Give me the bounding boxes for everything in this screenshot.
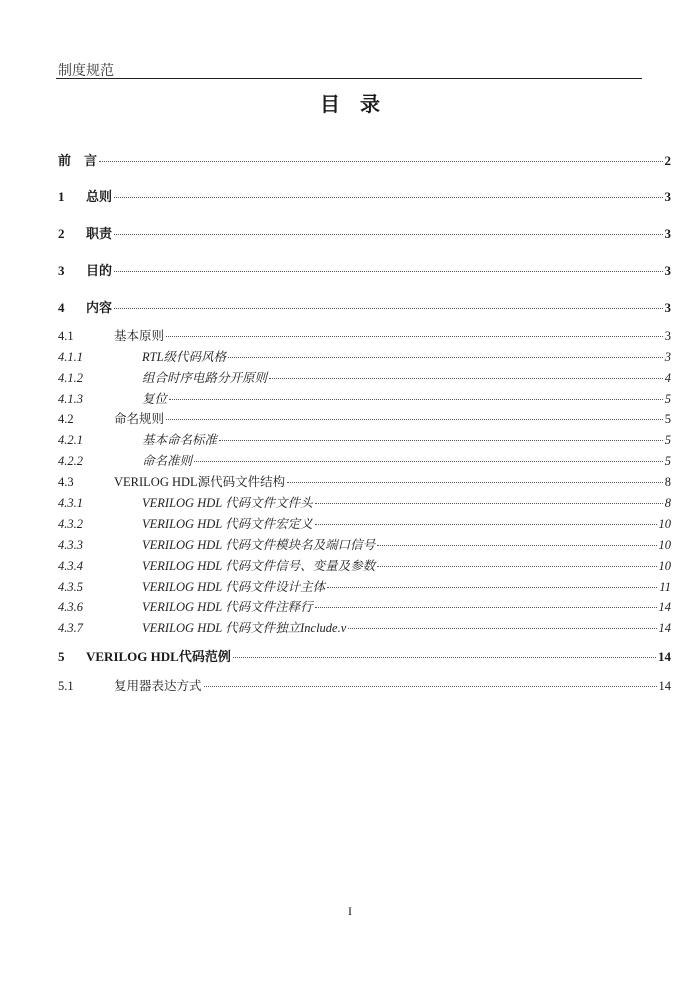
toc-dot-leader — [114, 196, 662, 198]
toc-entry[interactable] — [58, 557, 671, 575]
toc-entry-title: VERILOG HDL源代码文件结构 — [114, 475, 286, 489]
toc-dot-leader — [99, 160, 662, 162]
toc-entry-title: 组合时序电路分开原则 — [142, 371, 268, 385]
toc-dot-leader — [114, 307, 662, 309]
toc-entry-title: VERILOG HDL 代码文件模块名及端口信号 — [142, 538, 376, 552]
toc-entry-page: 2 — [664, 153, 671, 168]
toc-dot-leader — [166, 335, 663, 337]
toc-entry-number: 2 — [58, 226, 65, 241]
toc-entry-title: 内容 — [86, 300, 113, 315]
header-title: 制度规范 — [58, 64, 114, 79]
toc-entry-page: 3 — [664, 350, 671, 364]
toc-entry-number: 4.1.2 — [58, 371, 83, 385]
toc-entry-page: 5 — [664, 392, 671, 406]
toc-entry-number: 4 — [58, 300, 65, 315]
toc-entry-number: 4.3 — [58, 475, 74, 489]
toc-entry[interactable] — [58, 619, 671, 637]
toc-dot-leader — [315, 606, 657, 608]
toc-entry-page: 4 — [664, 371, 671, 385]
toc-entry[interactable] — [58, 515, 671, 533]
toc-dot-leader — [269, 377, 663, 379]
toc-entry[interactable] — [58, 299, 671, 317]
toc-entry-number: 4.3.5 — [58, 580, 83, 594]
toc-entry-page: 10 — [658, 517, 671, 531]
toc-dot-leader — [194, 460, 663, 462]
toc-title: 目 录 — [320, 94, 380, 116]
toc-entry[interactable] — [58, 410, 671, 428]
toc-entry-title: 目的 — [86, 263, 113, 278]
toc-entry-page: 14 — [658, 649, 671, 664]
toc-entry-page: 3 — [664, 189, 671, 204]
toc-entry[interactable] — [58, 262, 671, 280]
toc-entry[interactable] — [58, 348, 671, 366]
toc-entry-number: 3 — [58, 263, 65, 278]
toc-entry-title: VERILOG HDL 代码文件设计主体 — [142, 580, 326, 594]
toc-entry-page: 10 — [658, 538, 671, 552]
toc-dot-leader — [204, 685, 657, 687]
toc-dot-leader — [233, 656, 656, 658]
toc-entry-page: 14 — [658, 600, 671, 614]
toc-entry-title: 基本命名标准 — [142, 433, 218, 447]
toc-entry-title: 复位 — [142, 392, 168, 406]
toc-entry-page: 3 — [664, 329, 671, 343]
toc-entry-number: 4.3.3 — [58, 538, 83, 552]
toc-dot-leader — [315, 502, 663, 504]
toc-entry[interactable] — [58, 536, 671, 554]
toc-entry-page: 14 — [658, 679, 671, 693]
toc-entry[interactable] — [58, 578, 671, 596]
toc-entry-page: 3 — [664, 226, 671, 241]
toc-entry[interactable] — [58, 494, 671, 512]
toc-entry-page: 5 — [664, 412, 671, 426]
toc-entry-number: 4.2.2 — [58, 454, 83, 468]
toc-entry-title: VERILOG HDL 代码文件文件头 — [142, 496, 313, 510]
toc-entry-page: 11 — [659, 580, 671, 594]
toc-entry-number: 4.3.7 — [58, 621, 83, 635]
toc-entry[interactable] — [58, 152, 671, 170]
toc-entry-title: VERILOG HDL 代码文件宏定义 — [142, 517, 313, 531]
toc-entry-page: 5 — [664, 433, 671, 447]
toc-entry-number: 1 — [58, 189, 65, 204]
toc-entry[interactable] — [58, 598, 671, 616]
toc-entry[interactable] — [58, 369, 671, 387]
toc-entry-title: 命名准则 — [142, 454, 193, 468]
toc-entry-number: 4.3.4 — [58, 559, 83, 573]
toc-entry-page: 5 — [664, 454, 671, 468]
toc-entry-page: 10 — [658, 559, 671, 573]
toc-dot-leader — [166, 418, 663, 420]
toc-dot-leader — [228, 356, 663, 358]
toc-entry-title: VERILOG HDL 代码文件信号、变量及参数 — [142, 559, 376, 573]
toc-entry[interactable] — [58, 327, 671, 345]
toc-entry[interactable] — [58, 473, 671, 491]
footer-page-number: I — [348, 904, 352, 918]
toc-entry-number: 4.1.3 — [58, 392, 83, 406]
header-divider — [56, 78, 642, 79]
toc-dot-leader — [287, 481, 663, 483]
toc-entry-page: 8 — [664, 496, 671, 510]
toc-entry-number: 4.3.2 — [58, 517, 83, 531]
toc-dot-leader — [348, 627, 656, 629]
toc-entry-number: 4.1.1 — [58, 350, 83, 364]
toc-entry[interactable] — [58, 225, 671, 243]
toc-dot-leader — [377, 565, 656, 567]
toc-entry-title: 总则 — [86, 189, 113, 204]
toc-entry-page: 8 — [664, 475, 671, 489]
toc-entry-number: 4.3.1 — [58, 496, 83, 510]
toc-entry-number: 4.2 — [58, 412, 74, 426]
toc-dot-leader — [114, 270, 662, 272]
toc-entry-page: 3 — [664, 300, 671, 315]
toc-entry[interactable] — [58, 648, 671, 666]
toc-entry-number: 4.3.6 — [58, 600, 83, 614]
toc-entry-title: 职责 — [86, 226, 113, 241]
toc-entry-title: VERILOG HDL 代码文件注释行 — [142, 600, 313, 614]
toc-entry-title: 命名规则 — [114, 412, 165, 426]
toc-entry-number: 4.1 — [58, 329, 74, 343]
toc-entry-page: 3 — [664, 263, 671, 278]
toc-entry-number: 4.2.1 — [58, 433, 83, 447]
toc-dot-leader — [169, 398, 663, 400]
toc-entry[interactable] — [58, 390, 671, 408]
toc-entry[interactable] — [58, 452, 671, 470]
toc-entry-title: 前 言 — [58, 153, 98, 168]
toc-entry[interactable] — [58, 431, 671, 449]
toc-entry-title: VERILOG HDL 代码文件独立Include.v — [142, 621, 347, 635]
toc-entry-number: 5.1 — [58, 679, 74, 693]
toc-entry[interactable] — [58, 677, 671, 695]
toc-dot-leader — [315, 523, 657, 525]
toc-entry-title: 基本原则 — [114, 329, 165, 343]
toc-dot-leader — [377, 544, 656, 546]
toc-entry-number: 5 — [58, 649, 65, 664]
toc-dot-leader — [327, 586, 657, 588]
toc-entry-title: 复用器表达方式 — [114, 679, 202, 693]
toc-dot-leader — [114, 233, 662, 235]
toc-entry-page: 14 — [658, 621, 671, 635]
toc-entry-title: RTL级代码风格 — [142, 350, 227, 364]
toc-entry-title: VERILOG HDL代码范例 — [86, 649, 231, 664]
toc-dot-leader — [219, 439, 663, 441]
toc-entry[interactable] — [58, 188, 671, 206]
